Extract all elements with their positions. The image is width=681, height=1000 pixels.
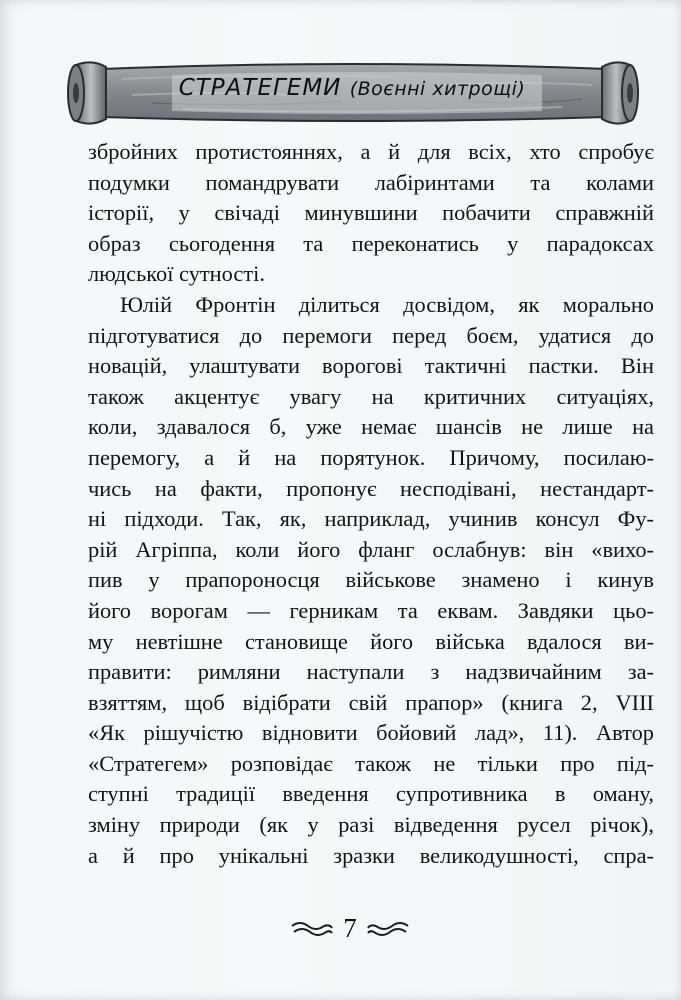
text-line: пив у прапороносця військове знамено і кинув [88, 567, 654, 593]
text-line: ступні традиції введення супротивника в оману, [88, 781, 654, 807]
page-number-block [290, 910, 410, 946]
text-line: людської сутності. [88, 261, 265, 287]
text-line: подумки помандрувати лабіринтами та колами [88, 169, 654, 195]
text-line: взяттям, щоб відібрати свій прапор» (книга 2, VIII [88, 689, 654, 715]
text-line: його ворогам — герникам та еквам. Завдяки цьо- [88, 597, 654, 623]
text-line: чись на факти, пропонує несподівані, нестандарт- [88, 475, 654, 501]
text-line: рій Агріппа, коли його фланг ослабнув: він «вихо- [88, 536, 654, 562]
right-swirl-ornament-icon [366, 920, 410, 938]
text-line: підготуватися до перемоги перед боєм, удатися до [88, 322, 654, 348]
text-line: новацій, улаштувати ворогові тактичні пастки. Він [88, 353, 654, 379]
text-line: також акцентує увагу на критичних ситуаціях, [88, 383, 654, 409]
chapter-title [152, 75, 552, 101]
text-line: перемогу, а й на порятунок. Причому, поcилаю- [88, 444, 654, 470]
chapter-header-banner [62, 55, 642, 130]
text-line: зміну природи (як у разі відведення русел річок), [88, 812, 654, 838]
text-line: образ сьогодення та переконатись у парадоксах [88, 230, 654, 256]
text-line: ні підходи. Так, як, наприклад, учинив консул Фу- [88, 506, 654, 532]
text-line: збройних протистояннях, а й для всіх, хто спробує [88, 139, 654, 164]
page-number: 7 [343, 913, 357, 943]
body-text [88, 137, 654, 871]
text-line: правити: римляни наступали з надзвичайним за- [88, 659, 654, 685]
chapter-title-subtitle: (Воєнні хитрощі) [349, 78, 526, 100]
text-line: «Стратегем» розповідає також не тільки про під- [88, 750, 654, 776]
text-line: історії, у свічаді минувшини побачити справжній [88, 200, 654, 226]
text-line: Юлій Фронтін ділиться досвідом, як морально [120, 291, 654, 317]
left-swirl-ornament-icon [290, 920, 334, 938]
text-line: а й про унікальні зразки великодушності, спра- [88, 842, 654, 868]
chapter-title-main: СТРАТЕГЕМИ [178, 75, 342, 101]
text-line: му невтішне становище його війська вдалося ви- [88, 628, 654, 654]
text-line: «Як рішучістю відновити бойовий лад», 11). Автор [88, 720, 654, 746]
text-line: коли, здавалося б, уже немає шансів не лише на [88, 414, 654, 440]
